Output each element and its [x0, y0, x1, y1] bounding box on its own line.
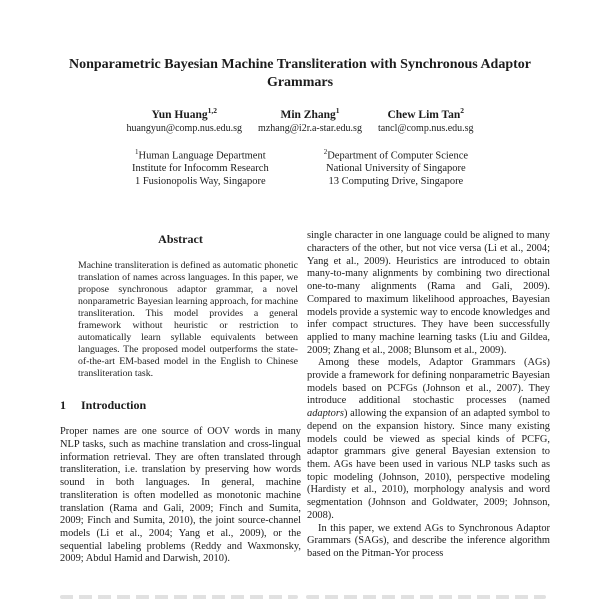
right-column: [307, 230, 550, 566]
author-1-affil-marks: 1,2: [207, 106, 218, 115]
section-1-heading: [60, 398, 301, 413]
author-1-email: huangyun@comp.nus.edu.sg: [126, 122, 243, 134]
author-1-name-text: Yun Huang: [151, 108, 208, 121]
author-1: [126, 104, 242, 135]
author-2-affil-marks: 1: [335, 106, 340, 115]
abstract-text: Machine transliteration is defined as automatic phonetic translation of names across languages. In this paper, we propose synchronous adaptor grammar, a novel nonparametric Bayesian learning approach, for machine transliteration. This model provides a general framework without heuristic or restriction to automatically learn syllable equivalents between languages. The proposed model outperforms the state-of-the-art EM-based model in the English to Chinese transliteration task.: [78, 260, 298, 380]
right-paragraph-2-pre: Among these models, Adaptor Grammars (AGs) provide a framework for defining nonparametric Bayesian models based on PCFGs (Johnson et al., 2007). They introduce additional stochastic processes (named: [307, 357, 550, 407]
intro-paragraph-1: Proper names are one source of OOV words in many NLP tasks, such as machine translation and cross-lingual information retrieval. They are often translated through transliteration, i.e. translation by preserving how words sound in both languages. In general, machine transliteration is often modelled as monotonic machine translation (Rama and Gali, 2009; Finch and Sumita, 2009; Finch and Sumita, 2010), the joint source-channel models (Li et al., 2004; Yang et al., 2009), or the sequential labeling problems (Reddy and Waxmonsky, 2009; Abdul Hamid and Darwish, 2010).: [60, 426, 301, 565]
author-2-email: mzhang@i2r.a-star.edu.sg: [258, 122, 362, 134]
affiliation-2-mark: 2: [323, 147, 328, 156]
right-paragraph-2-post: ) allowing the expansion of an adapted symbol to depend on the expansion history. Since many existing models could be viewed as special kinds of PCFG, adaptor grammars give general Bayesian extension to them. AGs have been used in various NLP tasks such as topic modeling (Johnson, 2010), perspective modeling (Hardisty et al., 2010), morphology analysis and word segmentation (Johnson and Goldwater, 2009; Johnson, 2008).: [307, 408, 550, 521]
right-paragraph-1: single character in one language could be aligned to many characters of the other, but not vice versa (Li et al., 2004; Yang et al., 2009). Heuristics are introduced to obtain many-to-many alignments by combining two directional one-to-many alignments (Rama and Gali, 2009). Compared to maximum likelihood approaches, Bayesian models provide a systemic way to encode knowledges and infer compact structures. They have been successfully applied to many machine learning tasks (Liu and Gildea, 2009; Zhang et al., 2008; Blunsom et al., 2009).: [307, 230, 550, 356]
affiliation-1-line-1: [132, 146, 269, 163]
author-2: [258, 104, 362, 135]
right-paragraph-2: [307, 357, 550, 522]
author-3-name: [378, 104, 474, 122]
section-1-title: Introduction: [81, 398, 147, 413]
affiliation-1-dept: Human Language Department: [138, 150, 266, 162]
clipped-text-line-left: [60, 595, 298, 599]
affiliation-2-line-3: 13 Computing Drive, Singapore: [328, 176, 464, 188]
paper-title: Nonparametric Bayesian Machine Transliteration with Synchronous Adaptor Grammars: [68, 57, 532, 90]
affiliation-block: [0, 146, 600, 189]
author-3-affil-marks: 2: [460, 106, 465, 115]
affiliation-2-line-2: National University of Singapore: [326, 163, 466, 175]
author-3: [378, 104, 474, 135]
section-1-number: 1: [60, 398, 66, 413]
affiliation-1: [132, 146, 269, 189]
author-block: [0, 104, 600, 135]
abstract-heading: Abstract: [158, 232, 203, 247]
affiliation-1-line-3: 1 Fusionopolis Way, Singapore: [134, 176, 266, 188]
two-column-body: [0, 230, 600, 566]
author-3-email: tancl@comp.nus.edu.sg: [377, 122, 474, 134]
left-column: [60, 230, 301, 566]
affiliation-1-mark: 1: [135, 147, 139, 156]
affiliation-2-dept: Department of Computer Science: [327, 150, 469, 162]
affiliation-1-line-2: Institute for Infocomm Research: [131, 163, 269, 175]
author-2-name: [258, 104, 362, 122]
author-2-name-text: Min Zhang: [280, 108, 336, 121]
affiliation-2: [324, 146, 468, 189]
author-3-name-text: Chew Lim Tan: [387, 108, 461, 121]
adaptors-italic-term: adaptors: [307, 408, 344, 420]
right-paragraph-3: In this paper, we extend AGs to Synchronous Adaptor Grammars (SAGs), and describe the inference algorithm based on the Pitman-Yor process: [307, 522, 550, 559]
affiliation-2-line-1: [324, 146, 468, 163]
author-1-name: [126, 104, 242, 122]
clipped-text-line-right: [306, 595, 546, 599]
